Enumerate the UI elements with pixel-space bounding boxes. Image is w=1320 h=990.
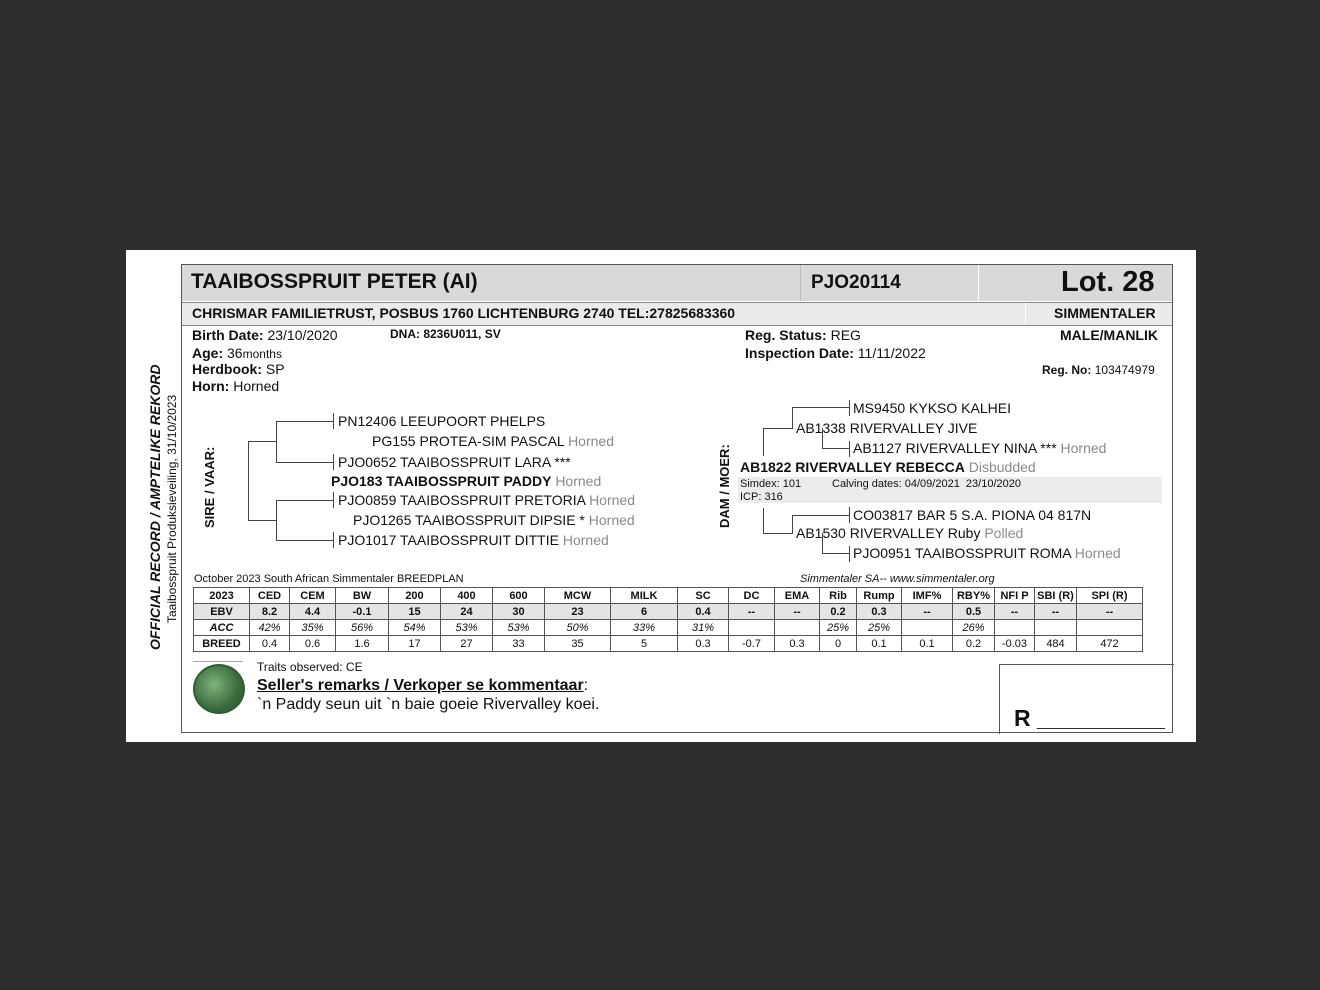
ebv-cell-acc-9: 31% bbox=[678, 620, 729, 636]
breedplan-source: Simmentaler SA-- www.simmentaler.org bbox=[800, 573, 995, 585]
ebv-cell-headers-2: CEM bbox=[290, 588, 336, 604]
dam-sire-dam: AB1127 RIVERVALLEY NINA *** Horned bbox=[853, 440, 1107, 456]
official-record-label: OFFICIAL RECORD / AMPTELIKE REKORD bbox=[147, 364, 163, 650]
ebv-cell-breed-5: 27 bbox=[441, 636, 493, 652]
ebv-cell-acc-5: 53% bbox=[441, 620, 493, 636]
calving-dates: Calving dates: 04/09/2021 23/10/2020 bbox=[832, 478, 1021, 490]
ebv-cell-ebv-10: -- bbox=[729, 604, 775, 620]
breed-name: SIMMENTALER bbox=[1054, 305, 1156, 321]
ebv-cell-breed-15: 0.2 bbox=[953, 636, 995, 652]
simmentaler-logo-icon bbox=[193, 664, 245, 714]
ebv-cell-headers-5: 400 bbox=[441, 588, 493, 604]
ebv-cell-ebv-3: -0.1 bbox=[336, 604, 389, 620]
ebv-cell-breed-3: 1.6 bbox=[336, 636, 389, 652]
icp: ICP: 316 bbox=[740, 491, 783, 503]
dam-sire-of-sire: PJO0859 TAAIBOSSPRUIT PRETORIA Horned bbox=[338, 492, 635, 508]
dam-label: DAM / MOER: bbox=[717, 444, 732, 528]
ebv-cell-headers-1: CED bbox=[250, 588, 290, 604]
lot-number: Lot. 28 bbox=[1061, 266, 1155, 298]
ebv-cell-headers-15: RBY% bbox=[953, 588, 995, 604]
ebv-cell-breed-4: 17 bbox=[389, 636, 441, 652]
animal-id: PJO20114 bbox=[811, 272, 901, 293]
dam-dam-sire-sire: CO03817 BAR 5 S.A. PIONA 04 817N bbox=[853, 507, 1092, 523]
sire-dam-dam: PJO1017 TAAIBOSSPRUIT DITTIE Horned bbox=[338, 532, 609, 548]
herdbook: Herdbook: SP bbox=[192, 361, 285, 377]
ebv-cell-headers-7: MCW bbox=[545, 588, 611, 604]
ebv-cell-acc-2: 35% bbox=[290, 620, 336, 636]
ebv-cell-acc-3: 56% bbox=[336, 620, 389, 636]
ebv-cell-headers-14: IMF% bbox=[902, 588, 953, 604]
dna-info: DNA: 8236U011, SV bbox=[390, 327, 501, 341]
ebv-cell-headers-18: SPI (R) bbox=[1077, 588, 1143, 604]
ebv-cell-acc-13: 25% bbox=[857, 620, 902, 636]
remarks-text: `n Paddy seun uit `n baie goeie Rivervalley koei. bbox=[257, 696, 600, 713]
ebv-cell-headers-16: NFI P bbox=[995, 588, 1035, 604]
dam-dam-dam: PJO0951 TAAIBOSSPRUIT ROMA Horned bbox=[853, 545, 1121, 561]
owner-line: CHRISMAR FAMILIETRUST, POSBUS 1760 LICHTENBURG 2740 TEL:27825683360 bbox=[192, 305, 736, 321]
ebv-cell-breed-11: 0.3 bbox=[775, 636, 820, 652]
ebv-cell-breed-18: 472 bbox=[1077, 636, 1143, 652]
ebv-cell-acc-15: 26% bbox=[953, 620, 995, 636]
ebv-cell-breed-6: 33 bbox=[493, 636, 545, 652]
sire-dam-dam-sire: PJO1265 TAAIBOSSPRUIT DIPSIE * Horned bbox=[353, 512, 635, 528]
breedplan-caption: October 2023 South African Simmentaler BREEDPLAN bbox=[194, 573, 464, 585]
ebv-cell-acc-12: 25% bbox=[820, 620, 857, 636]
ebv-cell-ebv-8: 6 bbox=[611, 604, 678, 620]
ebv-cell-ebv-9: 0.4 bbox=[678, 604, 729, 620]
ebv-cell-headers-11: EMA bbox=[775, 588, 820, 604]
ebv-cell-acc-17 bbox=[1035, 620, 1077, 636]
ebv-cell-ebv-7: 23 bbox=[545, 604, 611, 620]
ebv-cell-acc-11 bbox=[775, 620, 820, 636]
ebv-cell-breed-12: 0 bbox=[820, 636, 857, 652]
ebv-cell-ebv-13: 0.3 bbox=[857, 604, 902, 620]
ebv-cell-ebv-1: 8.2 bbox=[250, 604, 290, 620]
ebv-cell-ebv-11: -- bbox=[775, 604, 820, 620]
ebv-cell-headers-12: Rib bbox=[820, 588, 857, 604]
remarks-title: Seller's remarks / Verkoper se kommentaar: bbox=[257, 677, 589, 694]
ebv-cell-breed-1: 0.4 bbox=[250, 636, 290, 652]
sex: MALE/MANLIK bbox=[1060, 327, 1158, 343]
ebv-cell-headers-9: SC bbox=[678, 588, 729, 604]
dam-sire-sire: MS9450 KYKSO KALHEI bbox=[853, 400, 1011, 416]
ebv-cell-headers-10: DC bbox=[729, 588, 775, 604]
age: Age: 36months bbox=[192, 345, 282, 361]
traits-observed: Traits observed: CE bbox=[257, 660, 363, 674]
animal-name: TAAIBOSSPRUIT PETER (AI) bbox=[191, 270, 478, 293]
ebv-cell-acc-1: 42% bbox=[250, 620, 290, 636]
ebv-cell-ebv-4: 15 bbox=[389, 604, 441, 620]
breed-avg-row bbox=[194, 636, 1143, 652]
ebv-cell-ebv-17: -- bbox=[1035, 604, 1077, 620]
sire-dam: PJO0652 TAAIBOSSPRUIT LARA *** bbox=[338, 454, 571, 470]
ebv-cell-headers-0: 2023 bbox=[194, 588, 250, 604]
sale-name-label: Taaibosspruit Produksieveiling, 31/10/2023 bbox=[165, 394, 179, 623]
ebv-cell-acc-8: 33% bbox=[611, 620, 678, 636]
ebv-cell-breed-2: 0.6 bbox=[290, 636, 336, 652]
reg-number: Reg. No: 103474979 bbox=[1042, 363, 1155, 377]
ebv-cell-ebv-5: 24 bbox=[441, 604, 493, 620]
ebv-cell-breed-13: 0.1 bbox=[857, 636, 902, 652]
ebv-cell-ebv-16: -- bbox=[995, 604, 1035, 620]
ebv-cell-headers-3: BW bbox=[336, 588, 389, 604]
ebv-header-row bbox=[194, 588, 1143, 604]
ebv-cell-acc-18 bbox=[1077, 620, 1143, 636]
sire-sire-dam: PG155 PROTEA-SIM PASCAL Horned bbox=[372, 433, 614, 449]
ebv-cell-breed-8: 5 bbox=[611, 636, 678, 652]
ebv-cell-ebv-0: EBV bbox=[194, 604, 250, 620]
ebv-cell-ebv-12: 0.2 bbox=[820, 604, 857, 620]
ebv-cell-headers-17: SBI (R) bbox=[1035, 588, 1077, 604]
price-field[interactable]: R __________ bbox=[1014, 705, 1165, 731]
ebv-cell-ebv-14: -- bbox=[902, 604, 953, 620]
acc-row bbox=[194, 620, 1143, 636]
birth-date: Birth Date: 23/10/2020 bbox=[192, 327, 338, 343]
ebv-cell-acc-14 bbox=[902, 620, 953, 636]
ebv-cell-breed-9: 0.3 bbox=[678, 636, 729, 652]
dam-sire: AB1338 RIVERVALLEY JIVE bbox=[796, 420, 978, 436]
sire-label: SIRE / VAAR: bbox=[202, 446, 217, 528]
ebv-cell-breed-17: 484 bbox=[1035, 636, 1077, 652]
simdex: Simdex: 101 bbox=[740, 478, 802, 490]
ebv-cell-acc-6: 53% bbox=[493, 620, 545, 636]
ebv-cell-headers-6: 600 bbox=[493, 588, 545, 604]
ebv-row bbox=[194, 604, 1143, 620]
ebv-cell-headers-8: MILK bbox=[611, 588, 678, 604]
ebv-cell-breed-14: 0.1 bbox=[902, 636, 953, 652]
ebv-cell-acc-16 bbox=[995, 620, 1035, 636]
ebv-cell-ebv-6: 30 bbox=[493, 604, 545, 620]
dam: AB1822 RIVERVALLEY REBECCA Disbudded bbox=[740, 459, 1036, 475]
ebv-cell-ebv-15: 0.5 bbox=[953, 604, 995, 620]
ebv-cell-breed-10: -0.7 bbox=[729, 636, 775, 652]
sire-sire: PN12406 LEEUPOORT PHELPS bbox=[338, 413, 546, 429]
ebv-table bbox=[193, 587, 1143, 652]
reg-status: Reg. Status: REG bbox=[745, 327, 861, 343]
ebv-cell-headers-4: 200 bbox=[389, 588, 441, 604]
ebv-cell-acc-0: ACC bbox=[194, 620, 250, 636]
ebv-cell-breed-0: BREED bbox=[194, 636, 250, 652]
ebv-cell-ebv-18: -- bbox=[1077, 604, 1143, 620]
horn-status: Horn: Horned bbox=[192, 378, 280, 394]
ebv-cell-ebv-2: 4.4 bbox=[290, 604, 336, 620]
ebv-cell-acc-4: 54% bbox=[389, 620, 441, 636]
ebv-cell-breed-7: 35 bbox=[545, 636, 611, 652]
ebv-cell-breed-16: -0.03 bbox=[995, 636, 1035, 652]
ebv-cell-acc-10 bbox=[729, 620, 775, 636]
ebv-cell-acc-7: 50% bbox=[545, 620, 611, 636]
ebv-cell-headers-13: Rump bbox=[857, 588, 902, 604]
sire: PJO183 TAAIBOSSPRUIT PADDY Horned bbox=[331, 473, 602, 489]
inspection-date: Inspection Date: 11/11/2022 bbox=[745, 345, 926, 361]
dam-dam: AB1530 RIVERVALLEY Ruby Polled bbox=[796, 525, 1024, 541]
